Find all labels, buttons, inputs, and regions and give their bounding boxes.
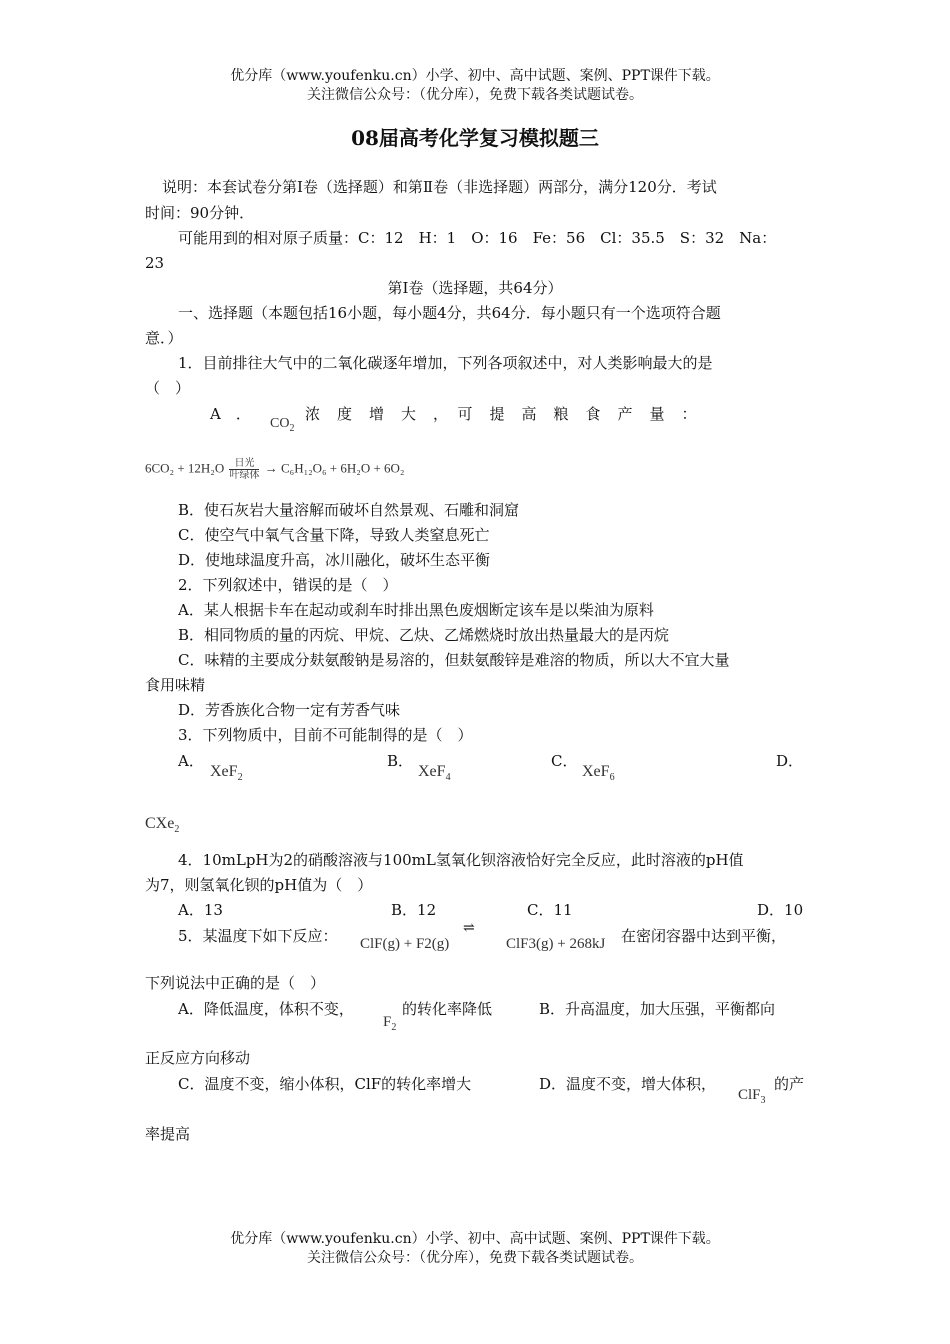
q3-option-d-label: D． — [776, 752, 804, 770]
q5-option-b-2: 正反应方向移动 — [145, 1049, 251, 1067]
q2-option-d: D．芳香族化合物一定有芳香气味 — [178, 701, 401, 719]
q1-option-a-formula: $CO_2$ — [270, 416, 295, 434]
q3-option-a-label: A． — [178, 752, 204, 770]
q1-option-d: D．使地球温度升高，冰川融化，破坏生态平衡 — [178, 551, 491, 569]
q1-option-a-text: 浓 度 增 大 ， 可 提 高 粮 食 产 量 ： — [305, 405, 698, 423]
q4-stem-2: 为7，则氢氧化钡的pH值为（ ） — [145, 876, 373, 894]
q5-equation-left: ClF(g) + F2(g) — [360, 936, 450, 952]
q2-option-c-1: C．味精的主要成分麸氨酸钠是易溶的，但麸氨酸锌是难溶的物质，所以大不宜大量 — [178, 651, 730, 669]
q1-stem-1: 1．目前排往大气中的二氧化碳逐年增加，下列各项叙述中，对人类影响最大的是 — [178, 354, 713, 372]
q3-option-c-formula: XeF$_6$ — [582, 763, 615, 783]
q5-option-a-text-2: 的转化率降低 — [402, 1000, 493, 1018]
q4-option-c: C．11 — [527, 901, 573, 919]
section-instructions-1: 一、选择题（本题包括16小题，每小题4分，共64分．每小题只有一个选项符合题 — [178, 304, 721, 322]
equilibrium-arrow-icon: ⇌ — [463, 920, 475, 936]
q5-option-a-formula: $F_2$ — [383, 1014, 397, 1033]
q5-stem-suffix: 在密闭容器中达到平衡， — [621, 927, 787, 945]
reaction-condition: $\frac{\text{日光}}{\text{叶绿体}}$ — [229, 458, 260, 481]
q4-option-d: D．10 — [757, 901, 804, 919]
atomic-mass-line-1: 可能用到的相对原子质量：C：12 H：1 O：16 Fe：56 Cl：35.5 S：32 Na： — [178, 229, 777, 247]
q5-option-b-1: B．升高温度，加大压强，平衡都向 — [539, 1000, 776, 1018]
q3-option-b-formula: XeF$_4$ — [418, 763, 451, 783]
q4-option-a: A．13 — [178, 901, 223, 919]
intro-line-1: 说明：本套试卷分第Ⅰ卷（选择题）和第Ⅱ卷（非选择题）两部分，满分120分．考试 — [162, 178, 717, 196]
q3-option-b-label: B． — [387, 752, 414, 770]
q2-option-a: A．某人根据卡车在起动或刹车时排出黑色废烟断定该车是以柴油为原料 — [178, 601, 654, 619]
q5-option-d-formula: ClF$_3$ — [738, 1087, 766, 1106]
q2-option-c-2: 食用味精 — [145, 676, 206, 694]
q5-option-d-text: D．温度不变，增大体积， — [539, 1075, 717, 1093]
q2-stem: 2．下列叙述中，错误的是（ ） — [178, 576, 398, 594]
section-instructions-2: 意．） — [145, 329, 183, 347]
q1-option-c: C．使空气中氧气含量下降，导致人类窒息死亡 — [178, 526, 490, 544]
q5-option-a-text: A．降低温度，体积不变， — [178, 1000, 354, 1018]
intro-line-2: 时间：90分钟． — [145, 204, 255, 222]
q3-stem: 3．下列物质中，目前不可能制得的是（ ） — [178, 726, 473, 744]
footer-line-1: 优分库（www.youfenku.cn）小学、初中、高中试题、案例、PPT课件下载。 — [230, 1231, 720, 1247]
q1-option-b: B．使石灰岩大量溶解而破坏自然景观、石雕和洞窟 — [178, 501, 520, 519]
q5-option-d-text-2: 的产 — [774, 1075, 805, 1093]
q1-stem-2: （ ） — [145, 379, 191, 397]
page-title: 08届高考化学复习模拟题三 — [351, 126, 599, 150]
q5-equation-right: ClF3(g) + 268kJ — [506, 936, 606, 952]
q3-option-d-formula: CXe$_2$ — [145, 815, 180, 835]
header-line-1: 优分库（www.youfenku.cn）小学、初中、高中试题、案例、PPT课件下载。 — [230, 68, 720, 84]
q5-option-d-2: 率提高 — [145, 1125, 191, 1143]
q2-option-b: B．相同物质的量的丙烷、甲烷、乙炔、乙烯燃烧时放出热量最大的是丙烷 — [178, 626, 670, 644]
q5-option-c: C．温度不变，缩小体积，ClF的转化率增大 — [178, 1075, 472, 1093]
header-line-2: 关注微信公众号：（优分库），免费下载各类试题试卷。 — [307, 87, 643, 103]
footer-line-2: 关注微信公众号：（优分库），免费下载各类试题试卷。 — [307, 1250, 643, 1266]
q3-option-c-label: C． — [551, 752, 578, 770]
q3-option-a-formula: XeF$_2$ — [210, 763, 243, 783]
q1-photosynthesis-equation: 6CO₂ + 12H₂O $\frac{\text{日光}}{\text{叶绿体}}$ → C₆H₁₂O₆ + 6H₂O + 6O₂ — [145, 458, 405, 481]
q4-stem-1: 4．10mLpH为2的硝酸溶液与100mL氢氧化钡溶液恰好完全反应，此时溶液的pH值 — [178, 851, 744, 869]
q5-stem-2: 下列说法中正确的是（ ） — [145, 974, 326, 992]
section-heading: 第Ⅰ卷（选择题，共64分） — [387, 279, 563, 297]
q5-stem-prefix: 5．某温度下如下反应： — [178, 927, 338, 945]
atomic-mass-line-2: 23 — [145, 254, 165, 272]
q4-option-b: B．12 — [391, 901, 437, 919]
q1-option-a-label: A ． — [210, 405, 251, 423]
